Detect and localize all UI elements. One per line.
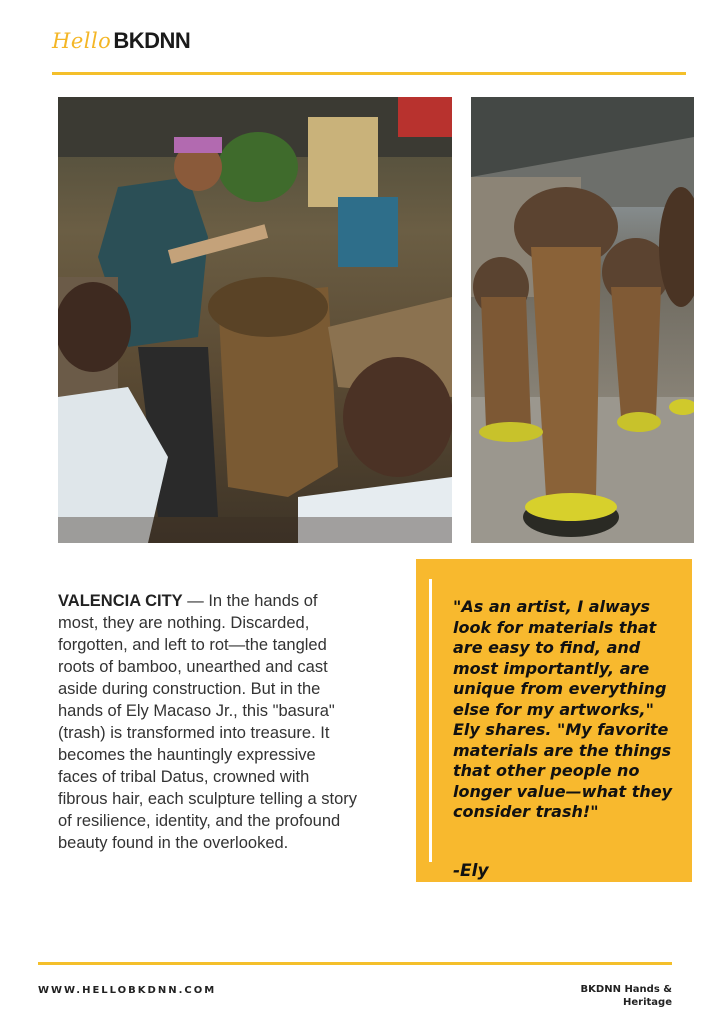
pull-quote-box <box>416 559 692 882</box>
quote-divider <box>429 579 432 862</box>
footer-divider <box>38 962 672 965</box>
photo-carved-datu-sculptures <box>471 97 694 543</box>
pull-quote-text: "As an artist, I always look for materials that are easy to find, and most importantly, are unique from everything else for my artworks," Ely shares. "My favorite materials are the things that other people no longer value—what they consider trash!" <box>453 597 673 821</box>
pull-quote-author: -Ely <box>453 861 489 881</box>
photo-carver-illustration <box>58 97 452 543</box>
logo-script-text: Hello <box>52 29 112 53</box>
article-body <box>58 590 358 854</box>
photo-carver-with-children <box>58 97 452 543</box>
footer-website-link[interactable]: WWW.HELLOBKDNN.COM <box>38 985 217 996</box>
footer-brand-name: BKDNN Hands & Heritage <box>580 984 672 1008</box>
photo-sculptures-illustration <box>471 97 694 543</box>
header-divider <box>52 72 686 75</box>
article-body-text: — In the hands of most, they are nothing. Discarded, forgotten, and left to rot—the tangled roots of bamboo, unearthed and cast aside during construction. But in the hands of Ely Macaso Jr., this "basura" (trash) is transformed into treasure. It becomes the hauntingly expressive faces of tribal Datus, crowned with fibrous hair, each sculpture telling a story of resilience, identity, and the profound beauty found in the overlooked. <box>58 592 357 852</box>
site-logo <box>52 28 190 64</box>
article-dateline: VALENCIA CITY <box>58 592 183 610</box>
logo-bold-text: BKDNN <box>113 28 191 53</box>
